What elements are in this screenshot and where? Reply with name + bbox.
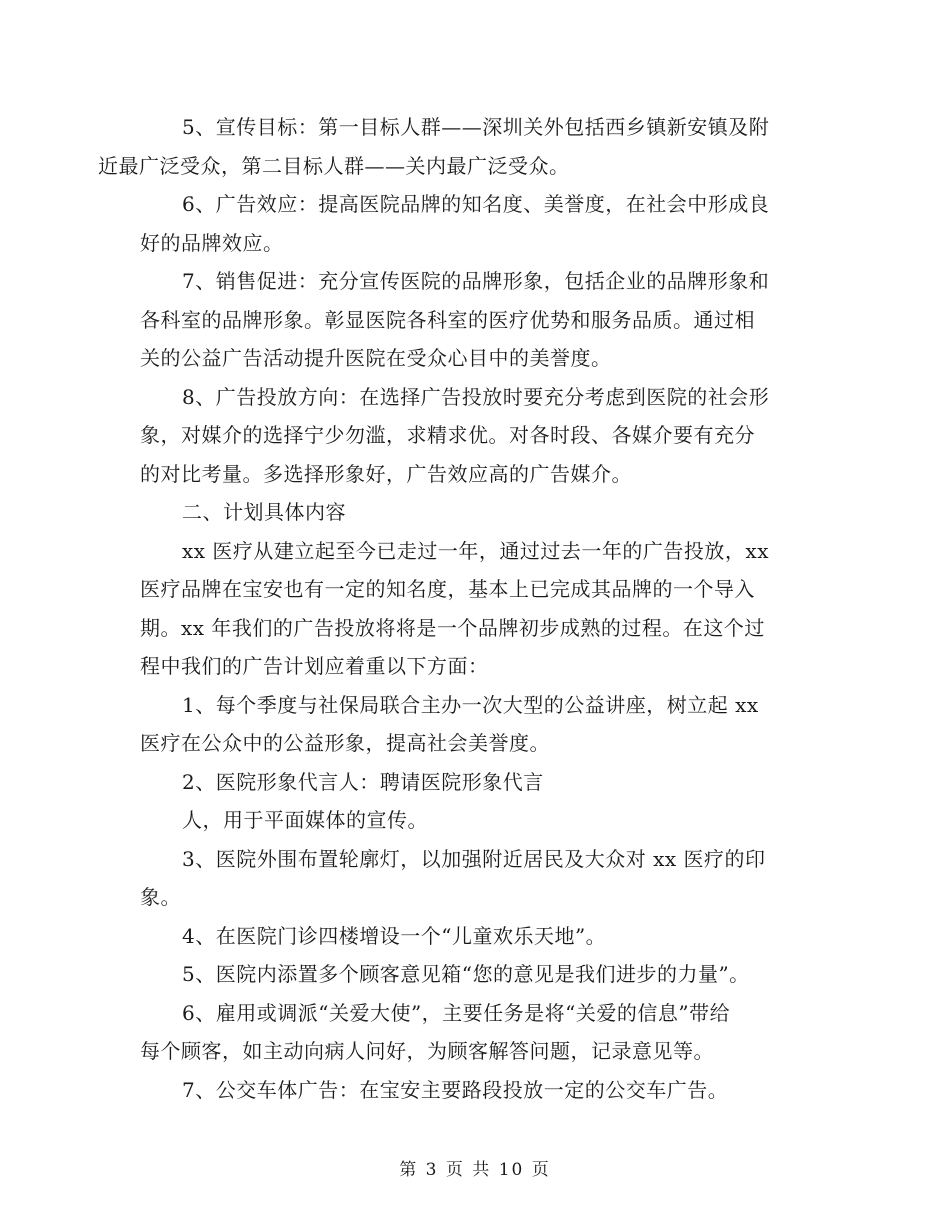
text-line: 的对比考量。多选择形象好，广告效应高的广告媒介。: [140, 461, 632, 486]
paragraph-13: [140, 994, 810, 1071]
text-line: 7、公交车体广告：在宝安主要路段投放一定的公交车广告。: [182, 1077, 729, 1102]
text-line: 近最广泛受众，第二目标人群——关内最广泛受众。: [98, 153, 570, 178]
text-line: 医疗品牌在宝安也有一定的知名度，基本上已完成其品牌的一个导入: [140, 577, 755, 601]
paragraph-6: [140, 532, 810, 686]
paragraph-4: [140, 378, 810, 494]
text-line: 人，用于平面媒体的宣传。: [182, 808, 428, 832]
text-line: 象。: [140, 885, 181, 909]
paragraph-1: [98, 108, 810, 185]
paragraph-11: [140, 917, 810, 956]
text-line: 各科室的品牌形象。彰显医院各科室的医疗优势和服务品质。通过相: [140, 307, 755, 332]
text-line: 6、雇用或调派“关爱大使”，主要任务是将“关爱的信息”带给: [182, 1000, 731, 1025]
text-line: 7、销售促进：充分宣传医院的品牌形象，包括企业的品牌形象和: [182, 269, 770, 293]
text-line: 期。xx 年我们的广告投放将将是一个品牌初步成熟的过程。在这个过: [140, 615, 765, 640]
paragraph-3: [140, 262, 810, 378]
section-heading: [140, 493, 810, 532]
text-line: 5、医院内添置多个顾客意见箱“您的意见是我们进步的力量”。: [182, 962, 750, 986]
text-line: 3、医院外围布置轮廓灯，以加强附近居民及大众对 xx 医疗的印: [182, 846, 766, 871]
paragraph-7: [140, 686, 810, 763]
text-line: 8、广告投放方向：在选择广告投放时要充分考虑到医院的社会形: [182, 384, 770, 409]
text-line: 6、广告效应：提高医院品牌的知名度、美誉度，在社会中形成良: [182, 192, 770, 216]
text-line: 5、宣传目标：第一目标人群——深圳关外包括西乡镇新安镇及附: [182, 115, 770, 139]
page-number-footer: 第 3 页 共 10 页: [399, 1160, 551, 1180]
paragraph-12: [140, 955, 810, 994]
text-line: 二、计划具体内容: [182, 500, 346, 524]
text-line: 医疗在公众中的公益形象，提高社会美誉度。: [140, 731, 550, 755]
text-line: 程中我们的广告计划应着重以下方面：: [140, 654, 489, 678]
paragraph-10: [140, 840, 810, 917]
text-line: 每个顾客，如主动向病人问好，为顾客解答问题，记录意见等。: [140, 1039, 714, 1063]
text-line: 关的公益广告活动提升医院在受众心目中的美誉度。: [140, 346, 612, 370]
text-line: 4、在医院门诊四楼增设一个“儿童欢乐天地”。: [182, 923, 607, 948]
paragraph-8: [140, 763, 810, 802]
text-line: 2、医院形象代言人：聘请医院形象代言: [182, 769, 544, 794]
paragraph-9: [140, 801, 810, 840]
document-body: [98, 108, 810, 1109]
text-line: 象，对媒介的选择宁少勿滥，求精求优。对各时段、各媒介要有充分: [140, 423, 755, 447]
paragraph-14: [140, 1071, 810, 1110]
text-line: 好的品牌效应。: [140, 230, 284, 255]
paragraph-2: [140, 185, 810, 262]
text-line: xx 医疗从建立起至今已走过一年，通过过去一年的广告投放，xx: [182, 538, 769, 563]
text-line: 1、每个季度与社保局联合主办一次大型的公益讲座，树立起 xx: [182, 692, 759, 717]
